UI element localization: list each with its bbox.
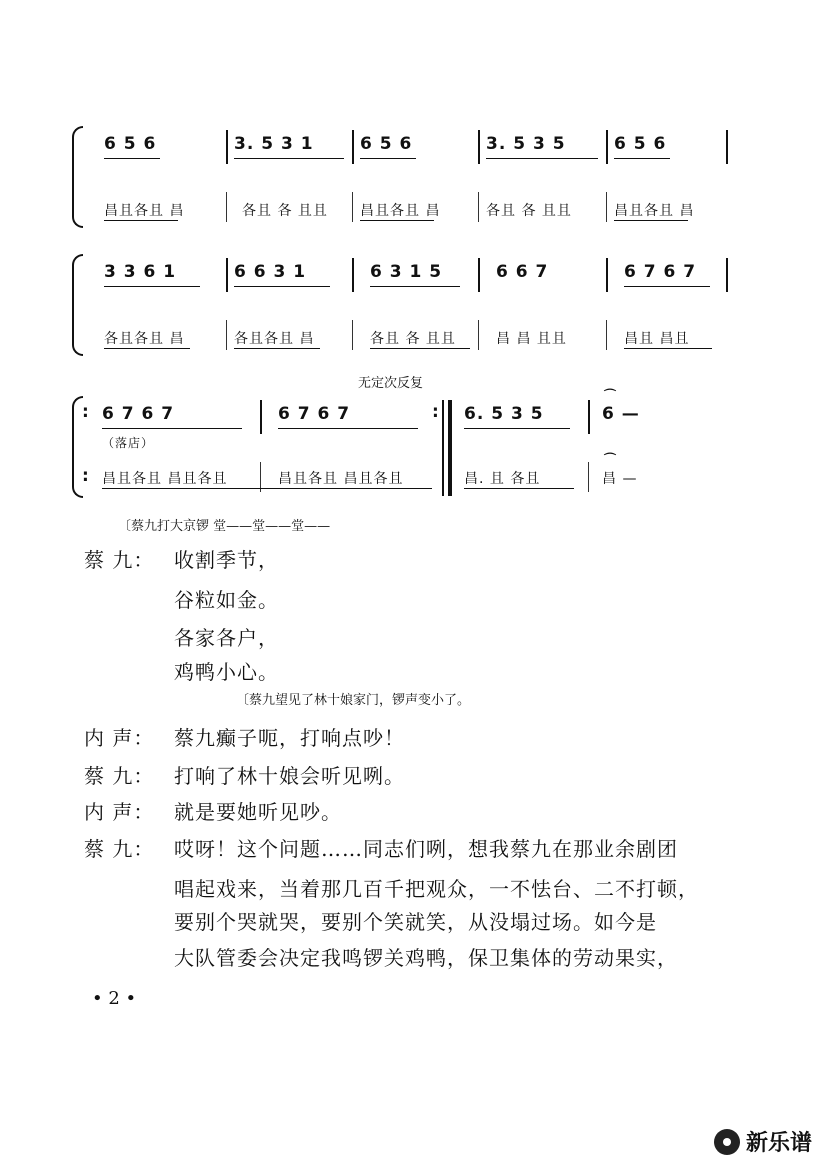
dialogue-line: 哎呀！这个问题……同志们咧，想我蔡九在那业余剧团 [174, 837, 678, 861]
melody-measure: 3. 5 3 1 [234, 134, 314, 154]
barline [442, 400, 444, 496]
record-icon [714, 1129, 740, 1155]
melody-measure: 6. 5 3 5 [464, 404, 544, 424]
barline [588, 400, 590, 434]
percussion-measure: 昌且各且 昌 [360, 203, 441, 219]
beam [234, 286, 330, 287]
underline [102, 488, 432, 489]
score-system-1 [78, 120, 730, 230]
melody-measure: 6 5 6 [614, 134, 667, 154]
barline [226, 320, 227, 350]
underline [614, 220, 688, 221]
barline [606, 258, 608, 292]
barline [352, 320, 353, 350]
barline [478, 192, 479, 222]
beam [464, 428, 570, 429]
beam [104, 286, 200, 287]
speaker: 蔡 九： [84, 764, 155, 788]
percussion-measure: 各且各且 昌 [104, 331, 185, 347]
stage-direction: 〔蔡九望见了林十娘家门，锣声变小了。 [236, 693, 471, 708]
barline [260, 400, 262, 434]
melody-measure: 6 — [602, 404, 640, 424]
fermata-icon: ⌒ [604, 388, 618, 402]
barline [588, 462, 589, 492]
repeat-note: 无定次反复 [358, 376, 424, 391]
percussion-measure: 昌且各且 昌且各且 [278, 471, 404, 487]
melody-measure: 6 7 6 7 [278, 404, 351, 424]
barline [352, 258, 354, 292]
verse-line: 谷粒如金。 [174, 588, 279, 612]
melody-measure: 3. 5 3 5 [486, 134, 566, 154]
beam [370, 286, 460, 287]
stage-direction: 〔蔡九打大京锣 堂——堂——堂—— [118, 519, 331, 534]
barline [726, 130, 728, 164]
underline [624, 348, 712, 349]
watermark-text: 新乐谱 [745, 1131, 812, 1156]
speaker: 蔡 九： [84, 837, 155, 861]
dialogue-line: 就是要她听见吵。 [174, 800, 342, 824]
barline [226, 192, 227, 222]
underline [360, 220, 434, 221]
beam [486, 158, 598, 159]
dialogue-line: 打响了林十娘会听见咧。 [174, 764, 405, 788]
page-number: • 2 • [92, 988, 137, 1009]
barline [448, 400, 452, 496]
barline [226, 258, 228, 292]
melody-measure: 6 6 7 [496, 262, 549, 282]
percussion-measure: 各且 各 且且 [242, 203, 328, 219]
beam [360, 158, 416, 159]
barline [478, 320, 479, 350]
repeat-end: : [432, 402, 440, 422]
percussion-measure: 昌 — [602, 471, 638, 487]
speaker: 内 声： [84, 800, 155, 824]
percussion-measure: 昌且各且 昌且各且 [102, 471, 228, 487]
beam [624, 286, 710, 287]
dialogue-line: 蔡九癫子呃，打响点吵！ [174, 726, 405, 750]
barline [352, 192, 353, 222]
watermark-logo [714, 1126, 812, 1157]
percussion-measure: 昌 昌 且且 [496, 331, 567, 347]
percussion-measure: 昌且各且 昌 [104, 203, 185, 219]
score-system-3 [78, 390, 730, 500]
barline [606, 320, 607, 350]
beam [278, 428, 418, 429]
underline [104, 220, 178, 221]
percussion-measure: 昌且 昌且 [624, 331, 690, 347]
beam [614, 158, 670, 159]
melody-measure: 6 7 6 7 [102, 404, 175, 424]
barline [226, 130, 228, 164]
repeat-start: : [82, 402, 90, 422]
barline [726, 258, 728, 292]
beam [104, 158, 160, 159]
percussion-measure: 昌. 且 各且 [464, 471, 541, 487]
melody-measure: 6 3 1 5 [370, 262, 443, 282]
verse-line: 各家各户， [174, 626, 279, 650]
beam [102, 428, 242, 429]
system-brace [72, 126, 83, 228]
melody-measure: 3 3 6 1 [104, 262, 177, 282]
percussion-measure: 各且 各 且且 [486, 203, 572, 219]
fermata-icon: ⌒ [604, 452, 618, 466]
beam [234, 158, 344, 159]
percussion-measure: 各且各且 昌 [234, 331, 315, 347]
continuation-line: 大队管委会决定我鸣锣关鸡鸭，保卫集体的劳动果实， [174, 946, 678, 970]
barline [606, 192, 607, 222]
continuation-line: 要别个哭就哭，要别个笑就笑，从没塌过场。如今是 [174, 910, 657, 934]
melody-measure: 6 5 6 [360, 134, 413, 154]
melody-measure: 6 7 6 7 [624, 262, 697, 282]
score-system-2 [78, 248, 730, 358]
system-brace [72, 254, 83, 356]
underline [234, 348, 320, 349]
barline [478, 258, 480, 292]
melody-measure: 6 5 6 [104, 134, 157, 154]
verse-line: 收割季节， [174, 548, 279, 572]
percussion-measure: 昌且各且 昌 [614, 203, 695, 219]
underline [104, 348, 190, 349]
aside-label: （落店） [102, 436, 155, 450]
continuation-line: 唱起戏来，当着那几百千把观众，一不怯台、二不打顿， [174, 877, 699, 901]
barline [478, 130, 480, 164]
barline [606, 130, 608, 164]
repeat-start: : [82, 466, 90, 486]
speaker: 内 声： [84, 726, 155, 750]
percussion-measure: 各且 各 且且 [370, 331, 456, 347]
barline [352, 130, 354, 164]
underline [370, 348, 470, 349]
verse-line: 鸡鸭小心。 [174, 660, 279, 684]
underline [464, 488, 574, 489]
melody-measure: 6 6 3 1 [234, 262, 307, 282]
speaker: 蔡 九： [84, 548, 155, 572]
